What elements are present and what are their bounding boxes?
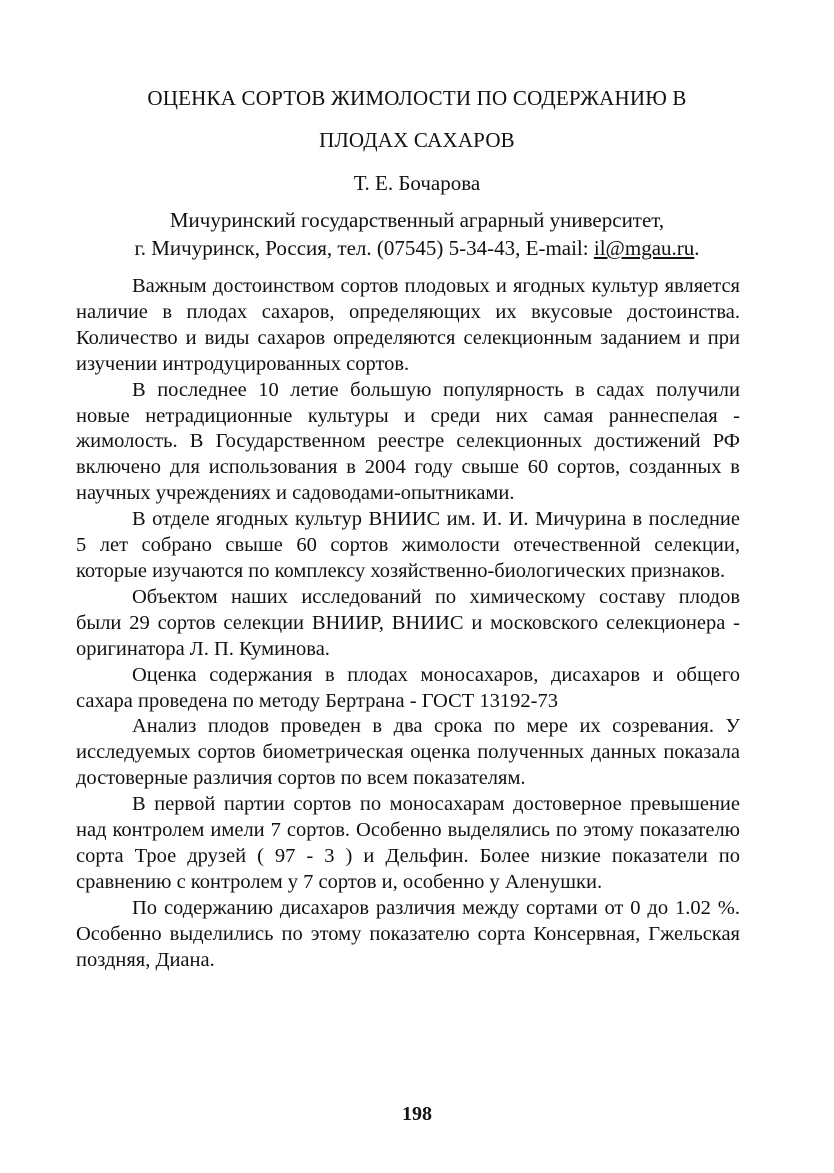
article-title-line-1: ОЦЕНКА СОРТОВ ЖИМОЛОСТИ ПО СОДЕРЖАНИЮ В: [147, 86, 687, 110]
paragraph: В отделе ягодных культур ВНИИС им. И. И. Мичурина в последние 5 лет собрано свыше 60 сортов жимолости отечественной селекции, которые изучаются по комплексу хозяйственно-биологических признаков.: [76, 508, 740, 582]
email-link[interactable]: il@mgau.ru: [593, 236, 695, 260]
paragraph: По содержанию дисахаров различия между сортами от 0 до 1.02 %. Особенно выделились по этому показателю сорта Консервная, Гжельская поздняя, Диана.: [76, 896, 740, 971]
paragraph: В последнее 10 летие большую популярность в садах получили новые нетрадиционные культуры и среди них самая раннеспелая - жимолость. В Государственном реестре селекционных достижений РФ включено для использования в 2004 году свыше 60 сортов, созданных в научных учреждениях и садоводами-опытниками.: [76, 378, 740, 505]
paragraph: Объектом наших исследований по химическому составу плодов были 29 сортов селекции ВНИИР, ВНИИС и московского селекционера - оригинатора Л. П. Куминова.: [76, 585, 740, 660]
article-body: [76, 274, 740, 973]
article-title-line-2: ПЛОДАХ САХАРОВ: [319, 128, 515, 152]
paragraph: В первой партии сортов по моносахарам достоверное превышение над контролем имели 7 сортов. Особенно выделялись по этому показателю сорта Трое друзей ( 97 - 3 ) и Дельфин. Более низкие показатели по сравнению с контролем у 7 сортов и, особенно у Аленушки.: [76, 793, 740, 893]
page-number: 198: [402, 1103, 432, 1125]
affiliation-period: .: [694, 236, 700, 260]
paragraph: Важным достоинством сортов плодовых и ягодных культур является наличие в плодах сахаров, определяющих их вкусовые достоинства. Количество и виды сахаров определяются селекционным заданием и при изучении интродуцированных сортов.: [76, 275, 740, 375]
paragraph: Оценка содержания в плодах моносахаров, дисахаров и общего сахара проведена по методу Бертрана - ГОСТ 13192-73: [76, 663, 740, 712]
author-name: Т. Е. Бочарова: [353, 171, 481, 195]
affiliation-line-1: Мичуринский государственный аграрный университет,: [169, 208, 665, 232]
paragraph: Анализ плодов проведен в два срока по мере их созревания. У исследуемых сортов биометрическая оценка полученных данных показала достоверные различия сортов по всем показателям.: [76, 715, 740, 790]
affiliation-line-2: [60, 236, 774, 261]
affiliation-contact: г. Мичуринск, Россия, тел. (07545) 5-34-43, E-mail:: [134, 236, 594, 260]
